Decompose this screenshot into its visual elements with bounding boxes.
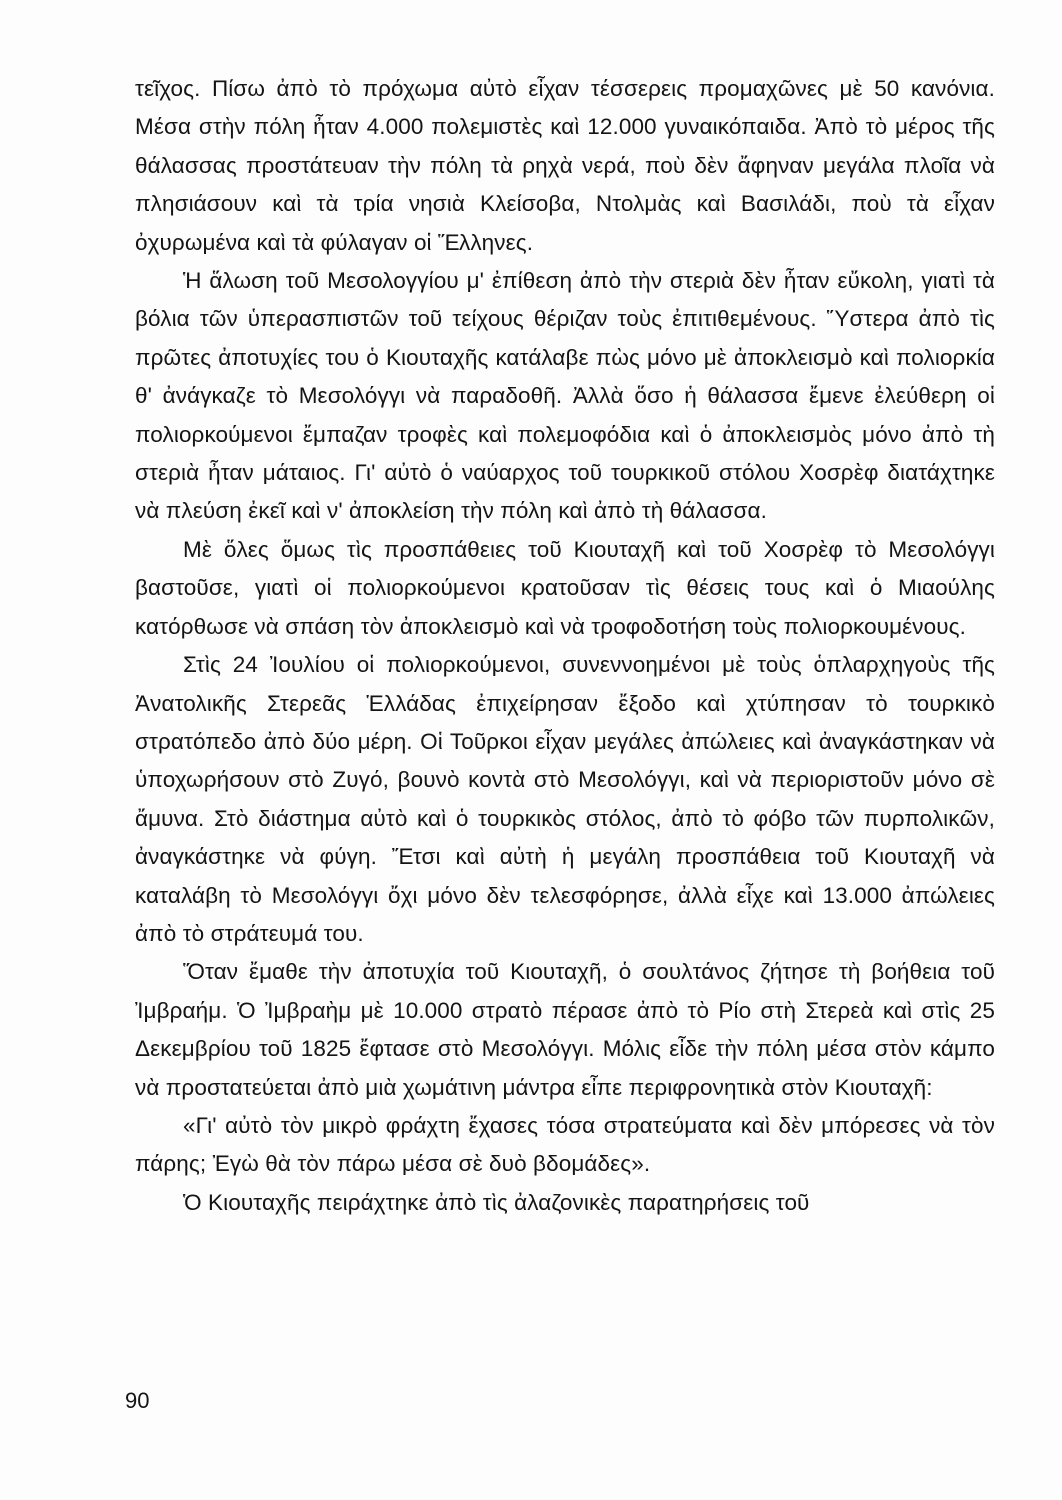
paragraph-7: Ὁ Κιουταχῆς πειράχτηκε ἀπὸ τὶς ἀλαζονικὲς παρατηρήσεις τοῦ [183,1189,810,1215]
paragraph-6-quote: «Γι' αὐτὸ τὸν μικρὸ φράχτη ἔχασες τόσα στρατεύματα καὶ δὲν μπόρεσες νὰ τὸν πάρης; Ἐγὼ θὰ τὸν πάρω μέσα σὲ δυὸ βδομάδες». [135,1112,995,1177]
page-number: 90 [125,1388,150,1413]
paragraph-5: Ὅταν ἔμαθε τὴν ἀποτυχία τοῦ Κιουταχῆ, ὁ σουλτάνος ζήτησε τὴ βοήθεια τοῦ Ἰμβραήμ. Ὁ Ἰμβραὴμ μὲ 10.000 στρατὸ πέρασε ἀπὸ τὸ Ρίο στὴ Στερεὰ καὶ στὶς 25 Δεκεμβρίου τοῦ 1825 ἔφτασε στὸ Μεσολόγγι. Μόλις εἶδε τὴν πόλη μέσα στὸν κάμπο νὰ προστατεύεται ἀπὸ μιὰ χωμάτινη μάντρα εἶπε περιφρονητικὰ στὸν Κιουταχῆ: [135,959,995,1100]
body-text [135,70,995,1222]
paragraph-2: Ἡ ἅλωση τοῦ Μεσολογγίου μ' ἐπίθεση ἀπὸ τὴν στεριὰ δὲν ἦταν εὔκολη, γιατὶ τὰ βόλια τῶν ὑπερασπιστῶν τοῦ τείχους θέριζαν τοὺς ἐπιτιθεμένους. Ὕστερα ἀπὸ τὶς πρῶτες ἀποτυχίες του ὁ Κιουταχῆς κατάλαβε πὼς μόνο μὲ ἀποκλεισμὸ καὶ πολιορκία θ' ἀνάγκαζε τὸ Μεσολόγγι νὰ παραδοθῆ. Ἀλλὰ ὅσο ἡ θάλασσα ἔμενε ἐλεύθερη οἱ πολιορκούμενοι ἔμπαζαν τροφὲς καὶ πολεμοφόδια καὶ ὁ ἀποκλεισμὸς μόνο ἀπὸ τὴ στεριὰ ἦταν μάταιος. Γι' αὐτὸ ὁ ναύαρχος τοῦ τουρκικοῦ στόλου Χοσρὲφ διατάχτηκε νὰ πλεύση ἐκεῖ καὶ ν' ἀποκλείση τὴν πόλη καὶ ἀπὸ τὴ θάλασσα. [135,268,995,524]
paragraph-1: τεῖχος. Πίσω ἀπὸ τὸ πρόχωμα αὐτὸ εἶχαν τέσσερεις προμαχῶνες μὲ 50 κανόνια. Μέσα στὴν πόλη ἦταν 4.000 πολεμιστὲς καὶ 12.000 γυναικόπαιδα. Ἀπὸ τὸ μέρος τῆς θάλασσας προστάτευαν τὴν πόλη τὰ ρηχὰ νερά, ποὺ δὲν ἄφηναν μεγάλα πλοῖα νὰ πλησιάσουν καὶ τὰ τρία νησιὰ Κλείσοβα, Ντολμὰς καὶ Βασιλάδι, ποὺ τὰ εἶχαν ὀχυρωμένα καὶ τὰ φύλαγαν οἱ Ἕλληνες. [135,76,995,255]
paragraph-3: Μὲ ὅλες ὅμως τὶς προσπάθειες τοῦ Κιουταχῆ καὶ τοῦ Χοσρὲφ τὸ Μεσολόγγι βαστοῦσε, γιατὶ οἱ πολιορκούμενοι κρατοῦσαν τὶς θέσεις τους καὶ ὁ Μιαούλης κατόρθωσε νὰ σπάση τὸν ἀποκλεισμὸ καὶ νὰ τροφοδοτήση τοὺς πολιορκουμένους. [135,536,995,639]
paragraph-4: Στὶς 24 Ἰουλίου οἱ πολιορκούμενοι, συνεννοημένοι μὲ τοὺς ὁπλαρχηγοὺς τῆς Ἀνατολικῆς Στερεᾶς Ἑλλάδας ἐπιχείρησαν ἔξοδο καὶ χτύπησαν τὸ τουρκικὸ στρατόπεδο ἀπὸ δύο μέρη. Οἱ Τοῦρκοι εἶχαν μεγάλες ἀπώλειες καὶ ἀναγκάστηκαν νὰ ὑποχωρήσουν στὸ Ζυγό, βουνὸ κοντὰ στὸ Μεσολόγγι, καὶ νὰ περιοριστοῦν μόνο σὲ ἄμυνα. Στὸ διάστημα αὐτὸ καὶ ὁ τουρκικὸς στόλος, ἀπὸ τὸ φόβο τῶν πυρπολικῶν, ἀναγκάστηκε νὰ φύγη. Ἔτσι καὶ αὐτὴ ἡ μεγάλη προσπάθεια τοῦ Κιουταχῆ νὰ καταλάβη τὸ Μεσολόγγι ὄχι μόνο δὲν τελεσφόρησε, ἀλλὰ εἶχε καὶ 13.000 ἀπώλειες ἀπὸ τὸ στράτευμά του. [135,652,995,946]
